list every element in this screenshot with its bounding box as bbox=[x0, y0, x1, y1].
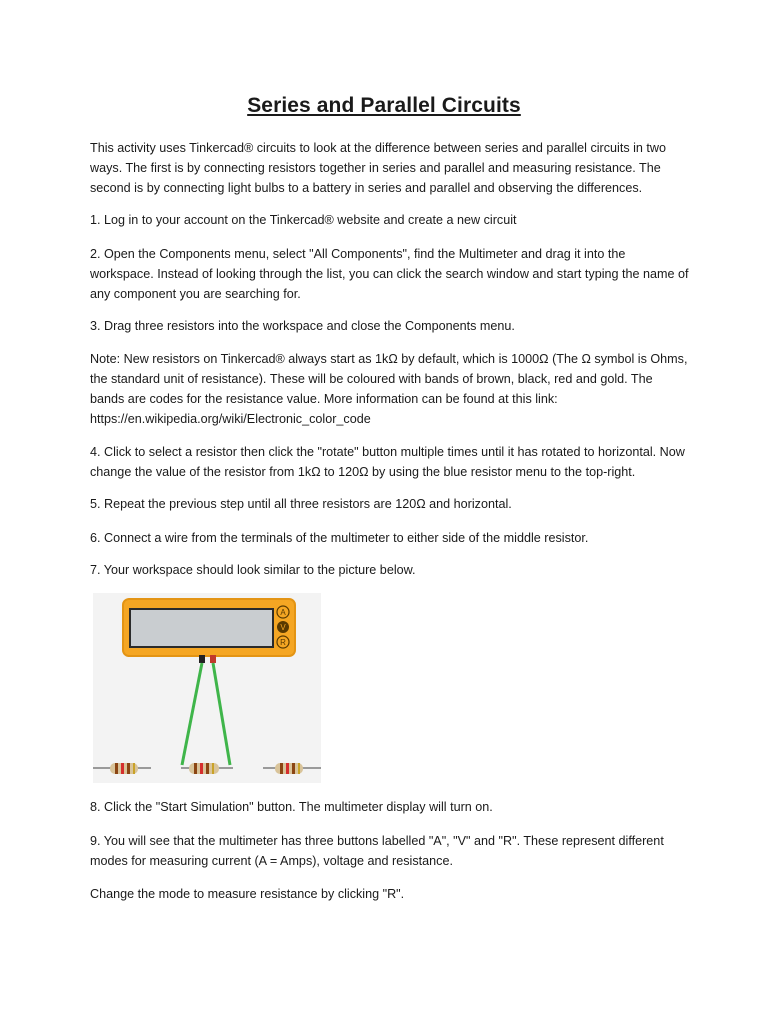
multimeter-display bbox=[130, 609, 273, 647]
step-3: 3. Drag three resistors into the workspace and close the Components menu. bbox=[90, 319, 515, 333]
step-6: 6. Connect a wire from the terminals of the multimeter to either side of the middle resistor. bbox=[90, 531, 589, 545]
wire-right bbox=[213, 663, 230, 765]
button-r-label: R bbox=[280, 638, 286, 647]
step-4: 4. Click to select a resistor then click the "rotate" button multiple times until it has rotated to horizontal. Now change the value of the resistor from 1kΩ to 120Ω by using the blue resistor menu to the top-right. bbox=[90, 445, 685, 479]
note-paragraph: Note: New resistors on Tinkercad® always start as 1kΩ by default, which is 1000Ω (The Ω symbol is Ohms, the standard unit of resistance). These will be coloured with bands of brown, black, red and gold. The bands are codes for the resistance value. More information can be found at this link: https://en.wikipedia.org/wiki/Electronic_color_code bbox=[90, 352, 688, 426]
step-9: 9. You will see that the multimeter has three buttons labelled "A", "V" and "R". These represent different modes for measuring current (A = Amps), voltage and resistance. bbox=[90, 834, 664, 868]
step-2: 2. Open the Components menu, select "All Components", find the Multimeter and drag it into the workspace. Instead of looking through the list, you can click the search window and start typing the name of any component you are searching for. bbox=[90, 247, 689, 301]
step-7: 7. Your workspace should look similar to the picture below. bbox=[90, 563, 416, 577]
workspace-image bbox=[93, 593, 321, 783]
button-r-icon bbox=[277, 636, 289, 648]
terminal-red bbox=[210, 655, 216, 663]
step-5: 5. Repeat the previous step until all three resistors are 120Ω and horizontal. bbox=[90, 497, 512, 511]
resistor-left-icon bbox=[93, 763, 151, 774]
wire-left bbox=[182, 663, 202, 765]
button-v-icon bbox=[277, 621, 289, 633]
resistor-middle-icon bbox=[181, 763, 233, 774]
resistance-mode-instruction: Change the mode to measure resistance by clicking "R". bbox=[90, 887, 405, 901]
step-8: 8. Click the "Start Simulation" button. The multimeter display will turn on. bbox=[90, 800, 493, 814]
resistor-right-icon bbox=[263, 763, 321, 774]
button-a-label: A bbox=[280, 608, 286, 617]
step-1: 1. Log in to your account on the Tinkercad® website and create a new circuit bbox=[90, 213, 517, 227]
intro-paragraph: This activity uses Tinkercad® circuits to look at the difference between series and parallel circuits in two ways. The first is by connecting resistors together in series and parallel and measuring resistance. The second is by connecting light bulbs to a battery in series and parallel and observing the differences. bbox=[90, 141, 667, 195]
multimeter-diagram bbox=[93, 593, 321, 783]
button-a-icon bbox=[277, 606, 289, 618]
terminal-black bbox=[199, 655, 205, 663]
button-v-label: V bbox=[280, 623, 286, 632]
page-title: Series and Parallel Circuits bbox=[247, 94, 521, 117]
